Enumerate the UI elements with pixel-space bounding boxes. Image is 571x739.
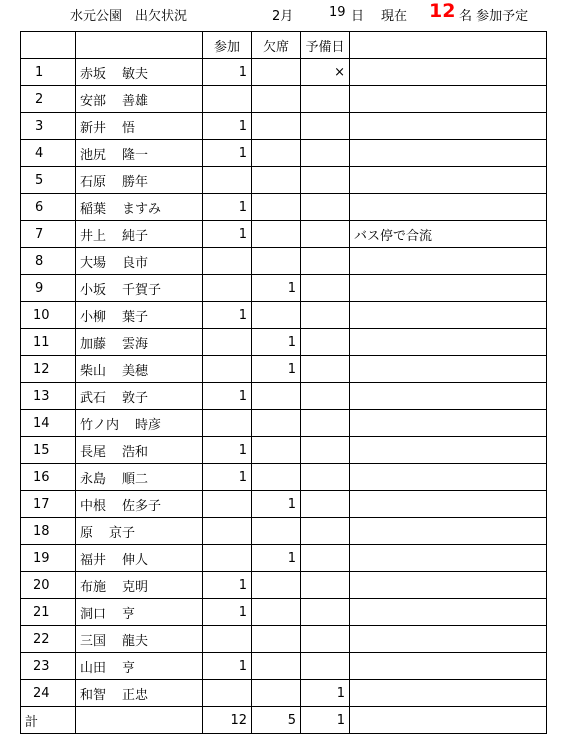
row-number: 4 [21, 140, 76, 167]
member-given-name: 京子 [109, 525, 136, 541]
absent-cell [252, 437, 301, 464]
note-cell [350, 302, 547, 329]
row-number: 11 [21, 329, 76, 356]
attend-cell: 1 [203, 599, 252, 626]
member-given-name: 亨 [122, 606, 136, 622]
reserve-cell: × [301, 59, 350, 86]
header-suffix: 名 参加予定 [459, 9, 529, 24]
col-header-absent: 欠席 [252, 32, 301, 59]
row-number: 3 [21, 113, 76, 140]
attend-cell [203, 518, 252, 545]
member-surname: 大場 [80, 255, 107, 271]
member-given-name: 美穂 [122, 363, 149, 379]
reserve-cell [301, 221, 350, 248]
row-number: 21 [21, 599, 76, 626]
member-surname: 武石 [80, 390, 107, 406]
member-given-name: 伸人 [122, 552, 149, 568]
note-cell [350, 59, 547, 86]
reserve-cell [301, 302, 350, 329]
table-row [21, 302, 547, 329]
member-given-name: 克明 [122, 579, 149, 595]
table-row [21, 599, 547, 626]
member-name [76, 464, 203, 491]
member-given-name: 善雄 [122, 93, 149, 109]
member-surname: 安部 [80, 93, 107, 109]
row-number: 14 [21, 410, 76, 437]
reserve-cell: 1 [301, 680, 350, 707]
member-name [76, 59, 203, 86]
note-cell [350, 518, 547, 545]
attend-cell [203, 329, 252, 356]
total-label: 計 [21, 707, 76, 734]
member-given-name: 勝年 [122, 174, 149, 190]
attend-cell [203, 680, 252, 707]
attend-cell [203, 248, 252, 275]
member-surname: 三国 [80, 633, 107, 649]
reserve-cell [301, 248, 350, 275]
note-cell [350, 464, 547, 491]
table-row [21, 464, 547, 491]
row-number: 8 [21, 248, 76, 275]
reserve-cell [301, 410, 350, 437]
row-number: 1 [21, 59, 76, 86]
member-name [76, 329, 203, 356]
absent-cell [252, 302, 301, 329]
absent-cell [252, 464, 301, 491]
member-name [76, 410, 203, 437]
member-given-name: 隆一 [122, 147, 149, 163]
total-absent: 5 [252, 707, 301, 734]
member-name [76, 194, 203, 221]
member-surname: 小柳 [80, 309, 107, 325]
member-surname: 池尻 [80, 147, 107, 163]
member-name [76, 86, 203, 113]
absent-cell [252, 626, 301, 653]
reserve-cell [301, 545, 350, 572]
table-row [21, 329, 547, 356]
member-surname: 赤坂 [80, 66, 107, 82]
table-row [21, 356, 547, 383]
absent-cell: 1 [252, 329, 301, 356]
table-row [21, 626, 547, 653]
attend-cell: 1 [203, 59, 252, 86]
col-header-note [350, 32, 547, 59]
note-cell [350, 356, 547, 383]
col-header-no [21, 32, 76, 59]
row-number: 24 [21, 680, 76, 707]
member-surname: 井上 [80, 228, 107, 244]
attend-cell: 1 [203, 383, 252, 410]
table-row [21, 653, 547, 680]
note-cell [350, 275, 547, 302]
member-given-name: 悟 [122, 120, 136, 136]
attend-cell: 1 [203, 140, 252, 167]
member-given-name: 敦子 [122, 390, 149, 406]
member-surname: 柴山 [80, 363, 107, 379]
member-name [76, 653, 203, 680]
reserve-cell [301, 356, 350, 383]
absent-cell [252, 194, 301, 221]
attend-cell [203, 356, 252, 383]
note-cell [350, 491, 547, 518]
member-name [76, 113, 203, 140]
reserve-cell [301, 167, 350, 194]
note-cell [350, 194, 547, 221]
attend-cell [203, 410, 252, 437]
reserve-cell [301, 518, 350, 545]
header-now-label: 現在 [381, 9, 408, 24]
member-surname: 加藤 [80, 336, 107, 352]
member-surname: 和智 [80, 687, 107, 703]
absent-cell: 1 [252, 491, 301, 518]
absent-cell [252, 653, 301, 680]
member-given-name: 龍夫 [122, 633, 149, 649]
absent-cell [252, 248, 301, 275]
note-cell [350, 437, 547, 464]
member-surname: 山田 [80, 660, 107, 676]
member-surname: 永島 [80, 471, 107, 487]
attend-cell: 1 [203, 653, 252, 680]
attendance-table [20, 31, 547, 734]
row-number: 15 [21, 437, 76, 464]
note-cell [350, 626, 547, 653]
absent-cell: 1 [252, 356, 301, 383]
member-surname: 布施 [80, 579, 107, 595]
attend-cell: 1 [203, 221, 252, 248]
reserve-cell [301, 275, 350, 302]
absent-cell [252, 113, 301, 140]
reserve-cell [301, 572, 350, 599]
col-header-reserve: 予備日 [301, 32, 350, 59]
reserve-cell [301, 653, 350, 680]
attend-cell: 1 [203, 437, 252, 464]
table-row [21, 545, 547, 572]
row-number: 17 [21, 491, 76, 518]
member-name [76, 680, 203, 707]
note-cell [350, 248, 547, 275]
attend-cell [203, 167, 252, 194]
member-given-name: 雲海 [122, 336, 149, 352]
table-row [21, 680, 547, 707]
row-number: 16 [21, 464, 76, 491]
member-name [76, 140, 203, 167]
note-cell [350, 167, 547, 194]
row-number: 9 [21, 275, 76, 302]
attend-cell: 1 [203, 113, 252, 140]
table-row [21, 572, 547, 599]
reserve-cell [301, 626, 350, 653]
member-name [76, 545, 203, 572]
sheet-title: 水元公園 出欠状況 [70, 9, 188, 24]
reserve-cell [301, 437, 350, 464]
table-row [21, 194, 547, 221]
member-given-name: 浩和 [122, 444, 149, 460]
member-name [76, 356, 203, 383]
member-surname: 福井 [80, 552, 107, 568]
table-row [21, 383, 547, 410]
member-name [76, 302, 203, 329]
row-number: 7 [21, 221, 76, 248]
member-surname: 洞口 [80, 606, 107, 622]
table-row [21, 248, 547, 275]
attend-cell [203, 86, 252, 113]
member-surname: 長尾 [80, 444, 107, 460]
absent-cell [252, 221, 301, 248]
note-cell [350, 653, 547, 680]
note-cell [350, 410, 547, 437]
reserve-cell [301, 329, 350, 356]
total-reserve: 1 [301, 707, 350, 734]
absent-cell [252, 599, 301, 626]
absent-cell [252, 518, 301, 545]
header-day-label: 日 [351, 9, 365, 24]
absent-cell [252, 680, 301, 707]
header-month: 2月 [272, 9, 294, 24]
col-header-name [76, 32, 203, 59]
row-number: 22 [21, 626, 76, 653]
member-given-name: 順二 [122, 471, 149, 487]
note-cell [350, 140, 547, 167]
table-row [21, 491, 547, 518]
col-header-attend: 参加 [203, 32, 252, 59]
note-cell [350, 572, 547, 599]
reserve-cell [301, 383, 350, 410]
member-surname: 小坂 [80, 282, 107, 298]
row-number: 2 [21, 86, 76, 113]
attend-cell [203, 491, 252, 518]
attend-cell [203, 275, 252, 302]
member-given-name: 千賀子 [122, 282, 162, 298]
header-day: 19 [329, 5, 346, 20]
member-name [76, 275, 203, 302]
member-name [76, 167, 203, 194]
reserve-cell [301, 86, 350, 113]
member-given-name: 時彦 [135, 417, 162, 433]
note-cell [350, 545, 547, 572]
member-surname: 中根 [80, 498, 107, 514]
member-given-name: 純子 [122, 228, 149, 244]
member-given-name: 良市 [122, 255, 149, 271]
reserve-cell [301, 113, 350, 140]
row-number: 10 [21, 302, 76, 329]
member-surname: 竹ノ内 [80, 417, 120, 433]
member-name [76, 599, 203, 626]
attend-cell: 1 [203, 464, 252, 491]
total-name-cell [76, 707, 203, 734]
absent-cell: 1 [252, 275, 301, 302]
table-row [21, 113, 547, 140]
total-row [21, 707, 547, 734]
member-given-name: 敏夫 [122, 66, 149, 82]
absent-cell: 1 [252, 545, 301, 572]
table-row [21, 221, 547, 248]
reserve-cell [301, 194, 350, 221]
member-name [76, 437, 203, 464]
member-name [76, 626, 203, 653]
reserve-cell [301, 491, 350, 518]
row-number: 19 [21, 545, 76, 572]
member-name [76, 518, 203, 545]
table-row [21, 410, 547, 437]
member-given-name: 葉子 [122, 309, 149, 325]
table-header-row [21, 32, 547, 59]
total-note-cell [350, 707, 547, 734]
note-cell [350, 383, 547, 410]
member-name [76, 383, 203, 410]
attendance-count: 12 [429, 0, 456, 22]
row-number: 20 [21, 572, 76, 599]
absent-cell [252, 59, 301, 86]
note-cell: バス停で合流 [350, 221, 547, 248]
reserve-cell [301, 464, 350, 491]
row-number: 12 [21, 356, 76, 383]
member-given-name: ますみ [122, 201, 162, 217]
total-attend: 12 [203, 707, 252, 734]
note-cell [350, 329, 547, 356]
reserve-cell [301, 599, 350, 626]
row-number: 5 [21, 167, 76, 194]
attend-cell: 1 [203, 194, 252, 221]
attend-cell: 1 [203, 572, 252, 599]
member-surname: 原 [80, 525, 94, 541]
member-surname: 新井 [80, 120, 107, 136]
row-number: 23 [21, 653, 76, 680]
note-cell [350, 113, 547, 140]
table-row [21, 59, 547, 86]
member-given-name: 亨 [122, 660, 136, 676]
absent-cell [252, 140, 301, 167]
attend-cell: 1 [203, 302, 252, 329]
member-given-name: 佐多子 [122, 498, 162, 514]
table-row [21, 167, 547, 194]
table-row [21, 437, 547, 464]
table-row [21, 518, 547, 545]
reserve-cell [301, 140, 350, 167]
sheet-header [0, 0, 571, 30]
absent-cell [252, 410, 301, 437]
row-number: 18 [21, 518, 76, 545]
table-row [21, 86, 547, 113]
row-number: 6 [21, 194, 76, 221]
member-name [76, 221, 203, 248]
attend-cell [203, 626, 252, 653]
member-name [76, 491, 203, 518]
note-cell [350, 86, 547, 113]
absent-cell [252, 572, 301, 599]
row-number: 13 [21, 383, 76, 410]
member-name [76, 248, 203, 275]
absent-cell [252, 167, 301, 194]
member-surname: 石原 [80, 174, 107, 190]
attend-cell [203, 545, 252, 572]
member-name [76, 572, 203, 599]
table-row [21, 275, 547, 302]
member-surname: 稲葉 [80, 201, 107, 217]
absent-cell [252, 86, 301, 113]
absent-cell [252, 383, 301, 410]
note-cell [350, 599, 547, 626]
table-row [21, 140, 547, 167]
member-given-name: 正忠 [122, 687, 149, 703]
note-cell [350, 680, 547, 707]
